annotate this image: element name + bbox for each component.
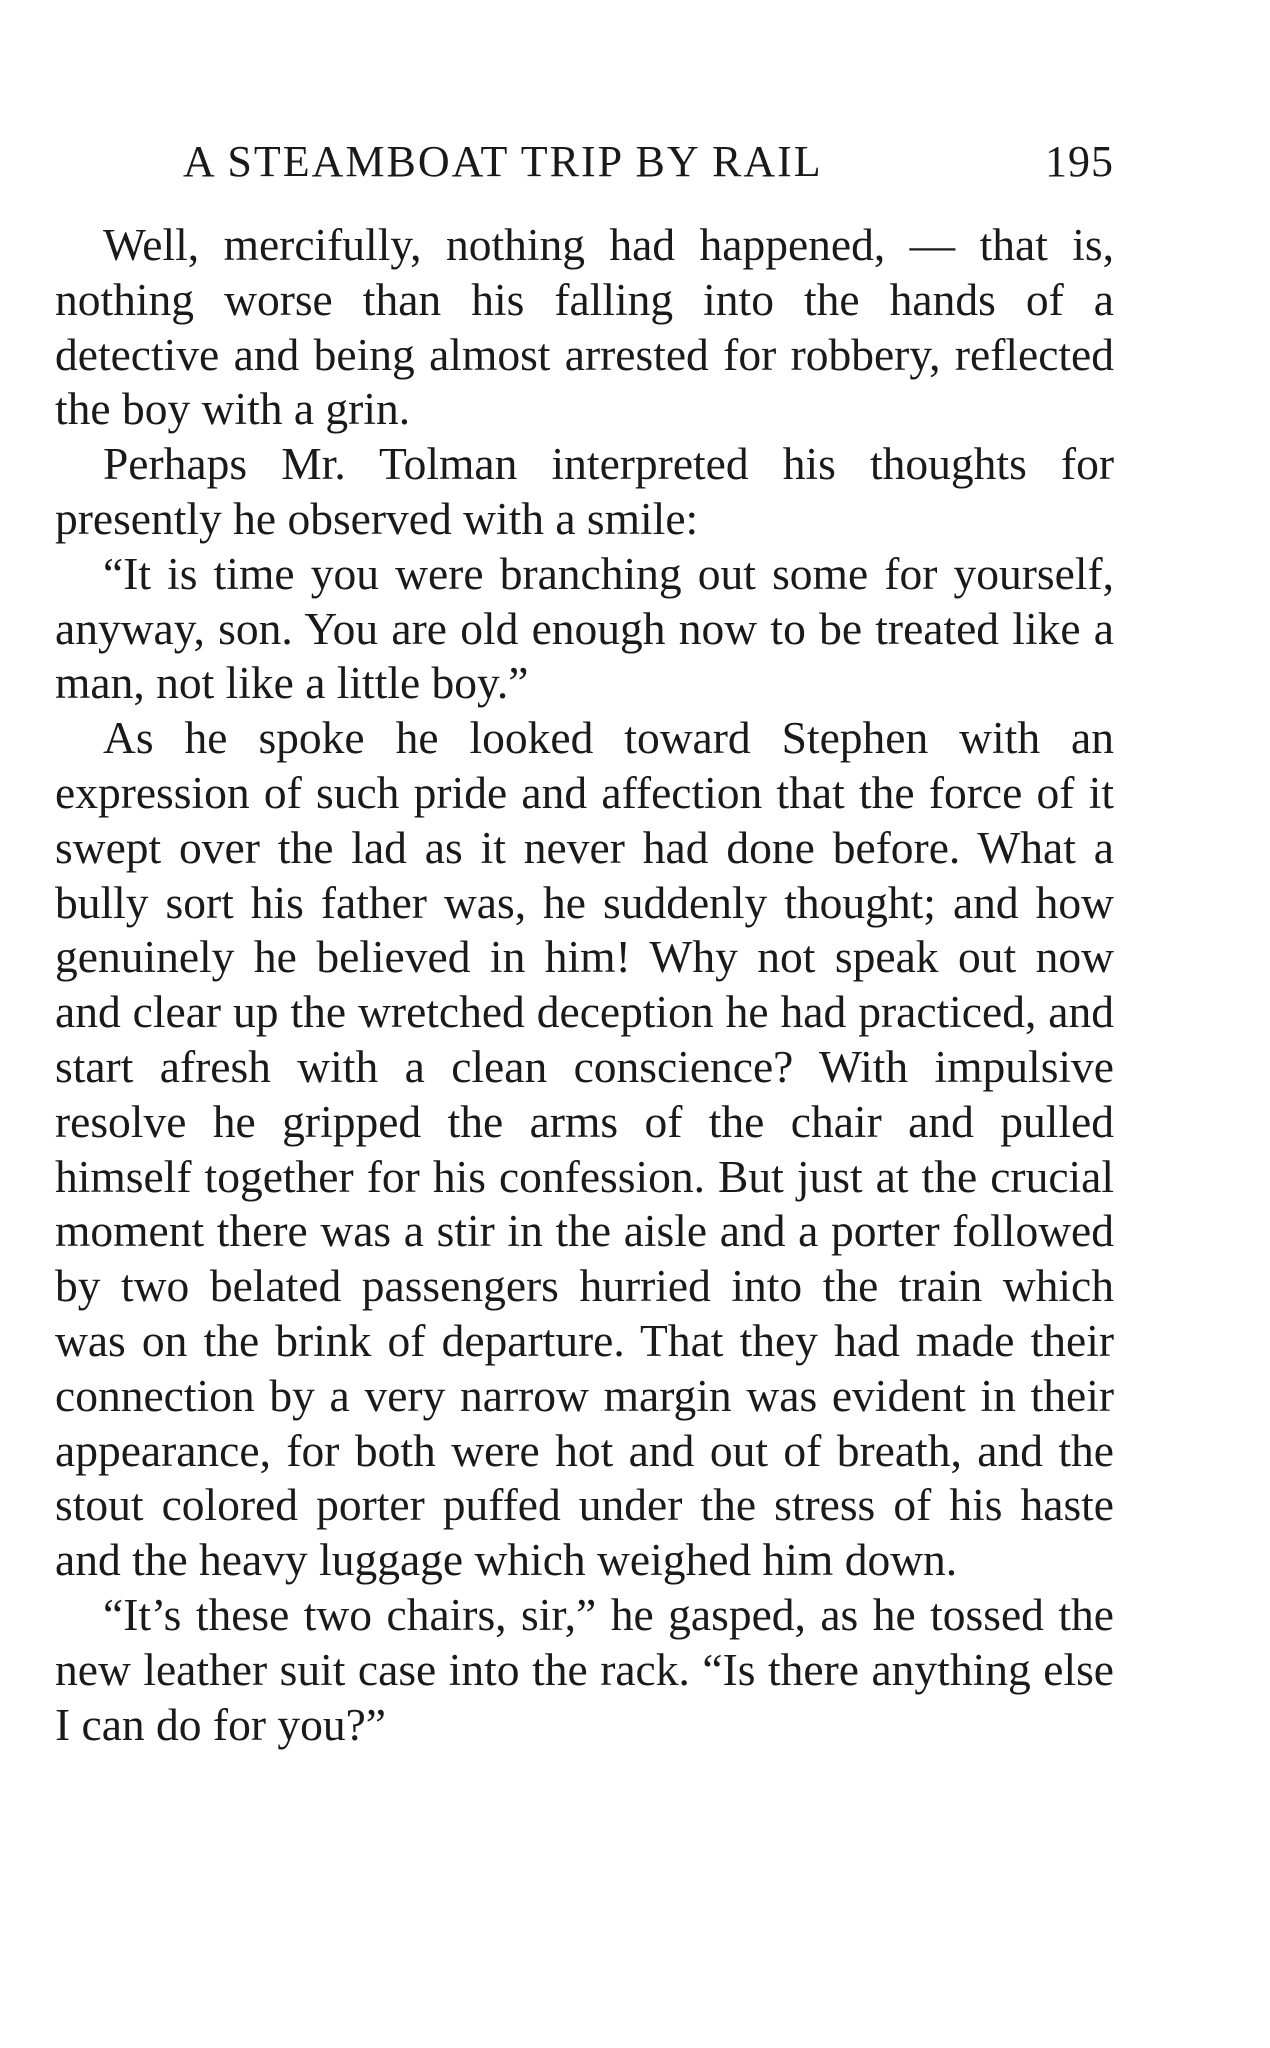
paragraph: Perhaps Mr. Tolman interpreted his thoughts for presently he observed with a smile: (55, 438, 1114, 544)
running-title: A STEAMBOAT TRIP BY RAIL (183, 137, 823, 186)
paragraph: “It is time you were branching out some for yourself, anyway, son. You are old enough now to be treated like a man, not like a little boy.” (55, 547, 1114, 709)
body-text (55, 218, 1114, 1752)
page-number: 195 (1045, 137, 1114, 186)
paragraph: As he spoke he looked toward Stephen with an expression of such pride and affection that the force of it swept over the lad as it never had done before. What a bully sort his father was, he suddenly thought; and how genuinely he believed in him! Why not speak out now and clear up the wretched deception he had practiced, and start afresh with a clean conscience? With impulsive resolve he gripped the arms of the chair and pulled himself together for his confession. But just at the crucial moment there was a stir in the aisle and a porter followed by two belated passengers hurried into the train which was on the brink of departure. That they had made their connection by a very narrow margin was evident in their appearance, for both were hot and out of breath, and the stout colored porter puffed under the stress of his haste and the heavy luggage which weighed him down. (55, 712, 1114, 1586)
paragraph: Well, mercifully, nothing had happened, — that is, nothing worse than his falling into the hands of a detective and being almost arrested for robbery, reflected the boy with a grin. (55, 219, 1114, 435)
paragraph: “It’s these two chairs, sir,” he gasped, as he tossed the new leather suit case into the rack. “Is there anything else I can do for you?” (55, 1588, 1114, 1750)
running-head (183, 132, 1114, 192)
